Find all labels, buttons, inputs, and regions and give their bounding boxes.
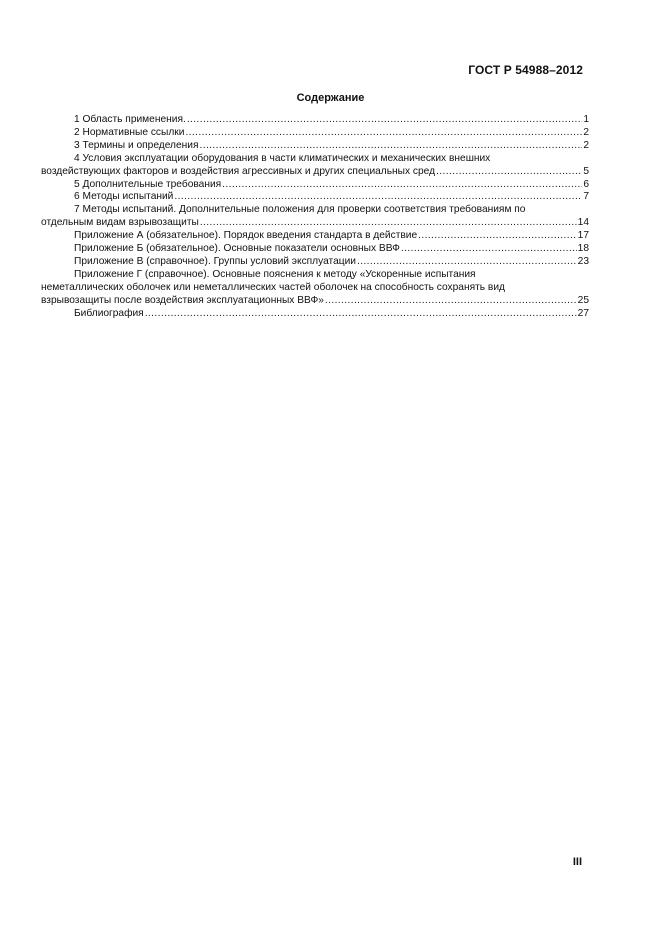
toc-entry-text: 6 Методы испытаний [74, 191, 174, 203]
toc-entry-text: неметаллических оболочек или неметаллических частей оболочек на способность сохранять вид [41, 281, 505, 293]
toc-leader-dots [325, 295, 577, 308]
toc-entry-line [74, 191, 589, 204]
toc-entry-line [74, 204, 589, 217]
toc-title: Содержание [296, 92, 365, 104]
toc-leader-dots [222, 179, 582, 192]
toc-entry[interactable] [74, 256, 589, 269]
toc-entry-text: 4 Условия эксплуатации оборудования в части климатических и механических внешних [74, 152, 491, 164]
toc-entry-line [74, 269, 589, 282]
toc-entry-page: 5 [583, 165, 589, 177]
toc-entry-page: 25 [577, 294, 589, 306]
toc-entry-line [74, 230, 589, 243]
toc-leader-dots [187, 114, 583, 127]
toc-entry-page: 17 [577, 230, 589, 242]
toc-entry-line [74, 256, 589, 269]
toc-entry[interactable] [74, 191, 589, 204]
toc-entry-text: воздействующих факторов и воздействия агрессивных и других специальных сред [41, 165, 436, 177]
toc-entry-text: взрывозащиты после воздействия эксплуатационных ВВФ» [41, 294, 324, 306]
toc-entry[interactable] [41, 152, 589, 179]
toc-entry-page: 1 [583, 114, 589, 125]
toc-entry-text: 5 Дополнительные требования [74, 178, 222, 190]
toc-leader-dots [145, 308, 577, 321]
toc-entry-text: отдельным видам взрывозащиты [41, 217, 199, 229]
table-of-contents [41, 114, 589, 321]
toc-entry-line [74, 127, 589, 140]
toc-entry-page: 23 [577, 255, 589, 267]
toc-entry-page: 18 [577, 243, 589, 255]
toc-entry[interactable] [74, 140, 589, 153]
toc-leader-dots [200, 217, 577, 230]
toc-entry[interactable] [74, 308, 589, 321]
toc-entry-page: 14 [577, 217, 589, 229]
toc-entry-line [74, 140, 589, 153]
toc-leader-dots [357, 256, 577, 269]
toc-entry-text: Приложение Г (справочное). Основные пояснения к методу «Ускоренные испытания [74, 268, 476, 280]
toc-entry-text: Приложение Б (обязательное). Основные показатели основных ВВФ [74, 243, 400, 255]
toc-entry-page: 2 [583, 126, 589, 138]
toc-leader-dots [185, 127, 582, 140]
toc-entry-text: Приложение В (справочное). Группы условий эксплуатации [74, 255, 356, 267]
toc-entry[interactable] [41, 204, 589, 230]
document-code: ГОСТ Р 54988–2012 [468, 63, 583, 77]
toc-entry-page: 7 [583, 191, 589, 203]
toc-leader-dots [174, 191, 582, 204]
toc-entry-text: 3 Термины и определения [74, 139, 199, 151]
toc-entry[interactable] [74, 243, 589, 256]
toc-entry-line [41, 166, 589, 179]
toc-entry-page: 2 [583, 139, 589, 151]
toc-leader-dots [199, 140, 582, 153]
toc-entry[interactable] [74, 114, 589, 127]
toc-entry-line [41, 217, 589, 230]
toc-entry-page: 6 [583, 178, 589, 190]
toc-leader-dots [401, 243, 577, 256]
toc-entry-line [74, 243, 589, 256]
toc-entry-line [74, 114, 589, 127]
toc-entry-text: 1 Область применения. [74, 114, 186, 125]
toc-leader-dots [418, 230, 577, 243]
toc-entry-text: Приложение А (обязательное). Порядок введения стандарта в действие [74, 230, 418, 242]
toc-entry[interactable] [74, 127, 589, 140]
toc-entry-line [74, 153, 589, 166]
toc-leader-dots [436, 166, 582, 179]
toc-entry-text: 7 Методы испытаний. Дополнительные положения для проверки соответствия требованиям по [74, 204, 526, 216]
toc-entry[interactable] [41, 268, 589, 308]
toc-entry-text: 2 Нормативные ссылки [74, 126, 185, 138]
toc-entry[interactable] [74, 179, 589, 192]
toc-entry-text: Библиография [74, 307, 144, 319]
toc-entry-line [41, 295, 589, 308]
toc-entry-line [74, 179, 589, 192]
toc-entry-line [74, 308, 589, 321]
toc-entry[interactable] [74, 230, 589, 243]
toc-entry-page: 27 [577, 307, 589, 319]
page-number: III [572, 856, 582, 868]
toc-entry-line [41, 282, 589, 295]
